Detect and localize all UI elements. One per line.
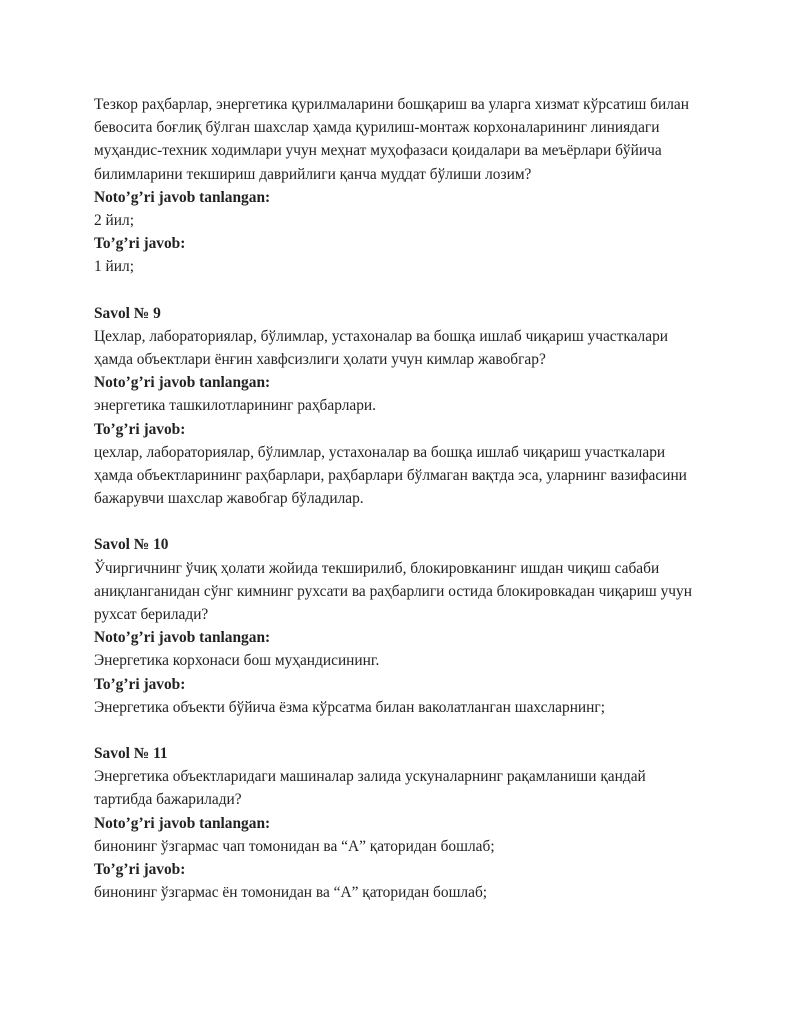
- wrong-answer-label: Noto’g’ri javob tanlangan:: [94, 814, 271, 832]
- wrong-answer-label: Noto’g’ri javob tanlangan:: [94, 629, 271, 647]
- wrong-answer-text: бинонинг ўзгармас чап томонидан ва “А” қаторидан бошлаб;: [94, 837, 495, 855]
- question-9: [94, 302, 714, 511]
- quiz-document: [94, 93, 714, 905]
- question-heading: Savol № 9: [94, 304, 161, 322]
- correct-answer-label: To’g’ri javob:: [94, 235, 186, 253]
- question-text-line: бевосита боғлиқ бўлган шахслар ҳамда қурилиш-монтаж корхоналарининг линиядаги: [94, 119, 660, 137]
- wrong-answer-label: Noto’g’ri javob tanlangan:: [94, 188, 271, 206]
- question-heading: Savol № 10: [94, 536, 169, 554]
- correct-answer-text: Энергетика объекти бўйича ёзма кўрсатма билан ваколатланган шахсларнинг;: [94, 698, 605, 716]
- correct-answer-label: To’g’ri javob:: [94, 420, 186, 438]
- question-text-line: Тезкор раҳбарлар, энергетика қурилмаларини бошқариш ва уларга хизмат кўрсатиш билан: [94, 96, 689, 113]
- correct-answer-line: цехлар, лабораториялар, бўлимлар, устахоналар ва бошқа ишлаб чиқариш участкалари: [94, 443, 666, 461]
- question-heading: Savol № 11: [94, 745, 168, 763]
- correct-answer-label: To’g’ri javob:: [94, 861, 186, 879]
- wrong-answer-text: Энергетика корхонаси бош муҳандисининг.: [94, 652, 380, 670]
- correct-answer-line: ҳамда объектларининг раҳбарлари, раҳбарлари бўлмаган вақтда эса, уларнинг вазифасини: [94, 467, 687, 485]
- question-text-line: ҳамда объектлари ёнғин хавфсизлиги ҳолати учун кимлар жавобгар?: [94, 351, 546, 369]
- question-8: [94, 93, 714, 279]
- question-text-line: аниқланганидан сўнг кимнинг рухсати ва раҳбарлиги остида блокировкадан чиқариш учун: [94, 582, 692, 600]
- correct-answer-text: 1 йил;: [94, 258, 134, 276]
- question-10: [94, 533, 714, 719]
- correct-answer-text: бинонинг ўзгармас ён томонидан ва “А” қаторидан бошлаб;: [94, 884, 488, 902]
- wrong-answer-text: энергетика ташкилотларининг раҳбарлари.: [94, 397, 376, 415]
- correct-answer-label: To’g’ri javob:: [94, 675, 186, 693]
- wrong-answer-label: Noto’g’ri javob tanlangan:: [94, 374, 271, 392]
- question-11: [94, 742, 714, 904]
- question-text-line: Ўчиргичнинг ўчиқ ҳолати жойида текширилиб, блокировканинг ишдан чиқиш сабаби: [94, 559, 660, 577]
- question-text-line: тартибда бажарилади?: [94, 791, 242, 809]
- question-text-line: Цехлар, лабораториялар, бўлимлар, устахоналар ва бошқа ишлаб чиқариш участкалари: [94, 327, 668, 345]
- question-text-line: муҳандис-техник ходимлари учун меҳнат муҳофазаси қоидалари ва меъёрлари бўйича: [94, 142, 662, 160]
- question-text-line: Энергетика объектларидаги машиналар залида ускуналарнинг рақамланиши қандай: [94, 768, 646, 786]
- correct-answer-line: бажарувчи шахслар жавобгар бўладилар.: [94, 490, 364, 508]
- question-text-line: рухсат берилади?: [94, 606, 209, 624]
- wrong-answer-text: 2 йил;: [94, 212, 134, 230]
- question-text-line: билимларини текшириш даврийлиги қанча муддат бўлиши лозим?: [94, 165, 532, 183]
